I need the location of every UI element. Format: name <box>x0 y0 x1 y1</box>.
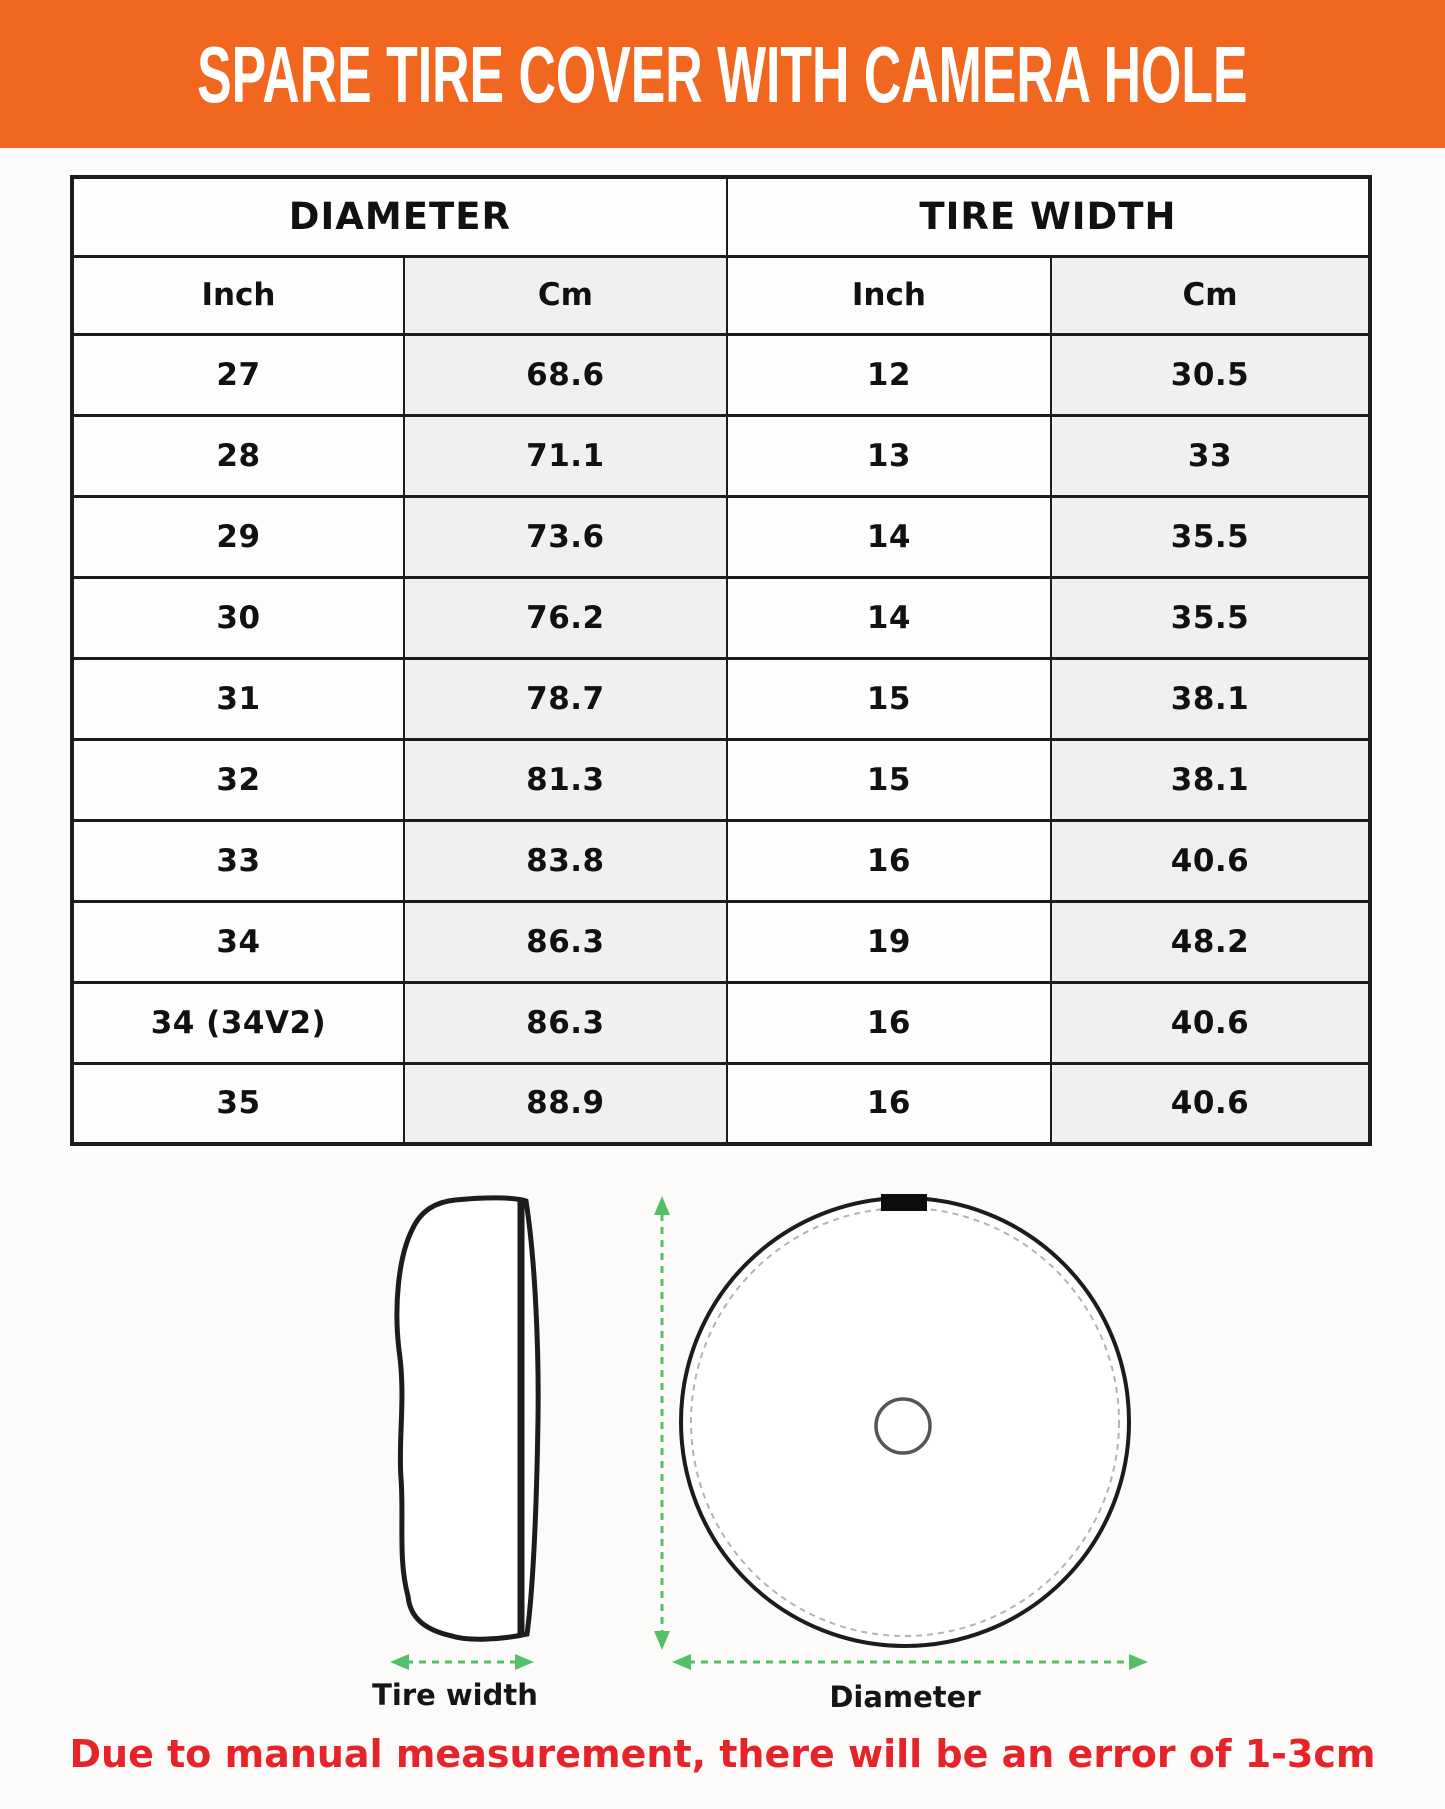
tire-diagram <box>330 1188 1210 1722</box>
table-row <box>72 1063 1370 1144</box>
tire-width-dimension-arrow <box>390 1654 534 1670</box>
table-cell: 86.3 <box>404 901 727 982</box>
table-cell: 34 <box>72 901 404 982</box>
column-header-cm-diameter: Cm <box>404 256 727 334</box>
table-row <box>72 739 1370 820</box>
table-cell: 38.1 <box>1051 658 1370 739</box>
table-cell: 83.8 <box>404 820 727 901</box>
table-cell: 35.5 <box>1051 577 1370 658</box>
table-cell: 40.6 <box>1051 982 1370 1063</box>
table-section-header-row <box>72 177 1370 256</box>
table-cell: 15 <box>727 658 1051 739</box>
table-cell: 32 <box>72 739 404 820</box>
table-cell: 35.5 <box>1051 496 1370 577</box>
tire-diagram-drawing <box>330 1188 1210 1722</box>
table-cell: 14 <box>727 496 1051 577</box>
table-cell: 86.3 <box>404 982 727 1063</box>
table-cell: 76.2 <box>404 577 727 658</box>
table-cell: 16 <box>727 982 1051 1063</box>
table-cell: 73.6 <box>404 496 727 577</box>
tire-width-label: Tire width <box>372 1678 538 1712</box>
diameter-dimension-arrow <box>672 1654 1148 1670</box>
table-cell: 33 <box>1051 415 1370 496</box>
camera-hole <box>876 1399 930 1453</box>
banner <box>0 0 1445 148</box>
column-header-inch-diameter: Inch <box>72 256 404 334</box>
table-cell: 13 <box>727 415 1051 496</box>
table-cell: 71.1 <box>404 415 727 496</box>
table-cell: 28 <box>72 415 404 496</box>
tire-front-view-drawing <box>681 1194 1129 1646</box>
table-cell: 48.2 <box>1051 901 1370 982</box>
column-header-inch-width: Inch <box>727 256 1051 334</box>
table-cell: 35 <box>72 1063 404 1144</box>
table-cell: 12 <box>727 334 1051 415</box>
table-cell: 34 (34V2) <box>72 982 404 1063</box>
table-cell: 14 <box>727 577 1051 658</box>
table-row <box>72 415 1370 496</box>
table-cell: 15 <box>727 739 1051 820</box>
column-header-cm-width: Cm <box>1051 256 1370 334</box>
table-cell: 33 <box>72 820 404 901</box>
size-table-body <box>72 334 1370 1144</box>
table-cell: 40.6 <box>1051 1063 1370 1144</box>
table-cell: 19 <box>727 901 1051 982</box>
table-column-header-row <box>72 256 1370 334</box>
table-row <box>72 496 1370 577</box>
table-row <box>72 820 1370 901</box>
tire-top-tab <box>881 1194 927 1211</box>
table-row <box>72 982 1370 1063</box>
section-header-tire-width: TIRE WIDTH <box>727 177 1370 256</box>
table-row <box>72 334 1370 415</box>
disclaimer-text: Due to manual measurement, there will be an error of 1-3cm <box>69 1732 1376 1776</box>
table-cell: 27 <box>72 334 404 415</box>
table-cell: 68.6 <box>404 334 727 415</box>
table-row <box>72 658 1370 739</box>
table-row <box>72 901 1370 982</box>
table-cell: 30.5 <box>1051 334 1370 415</box>
table-cell: 16 <box>727 820 1051 901</box>
table-cell: 30 <box>72 577 404 658</box>
page-title: SPARE TIRE COVER WITH CAMERA HOLE <box>197 29 1248 119</box>
table-cell: 38.1 <box>1051 739 1370 820</box>
size-table <box>70 175 1372 1146</box>
table-cell: 31 <box>72 658 404 739</box>
section-header-diameter: DIAMETER <box>72 177 727 256</box>
table-row <box>72 577 1370 658</box>
table-cell: 78.7 <box>404 658 727 739</box>
table-cell: 16 <box>727 1063 1051 1144</box>
vertical-dimension-arrow <box>654 1196 670 1650</box>
table-cell: 81.3 <box>404 739 727 820</box>
table-cell: 40.6 <box>1051 820 1370 901</box>
diameter-label: Diameter <box>829 1680 981 1714</box>
table-cell: 88.9 <box>404 1063 727 1144</box>
size-chart <box>70 175 1372 1146</box>
tire-side-view-drawing <box>397 1198 538 1639</box>
table-cell: 29 <box>72 496 404 577</box>
